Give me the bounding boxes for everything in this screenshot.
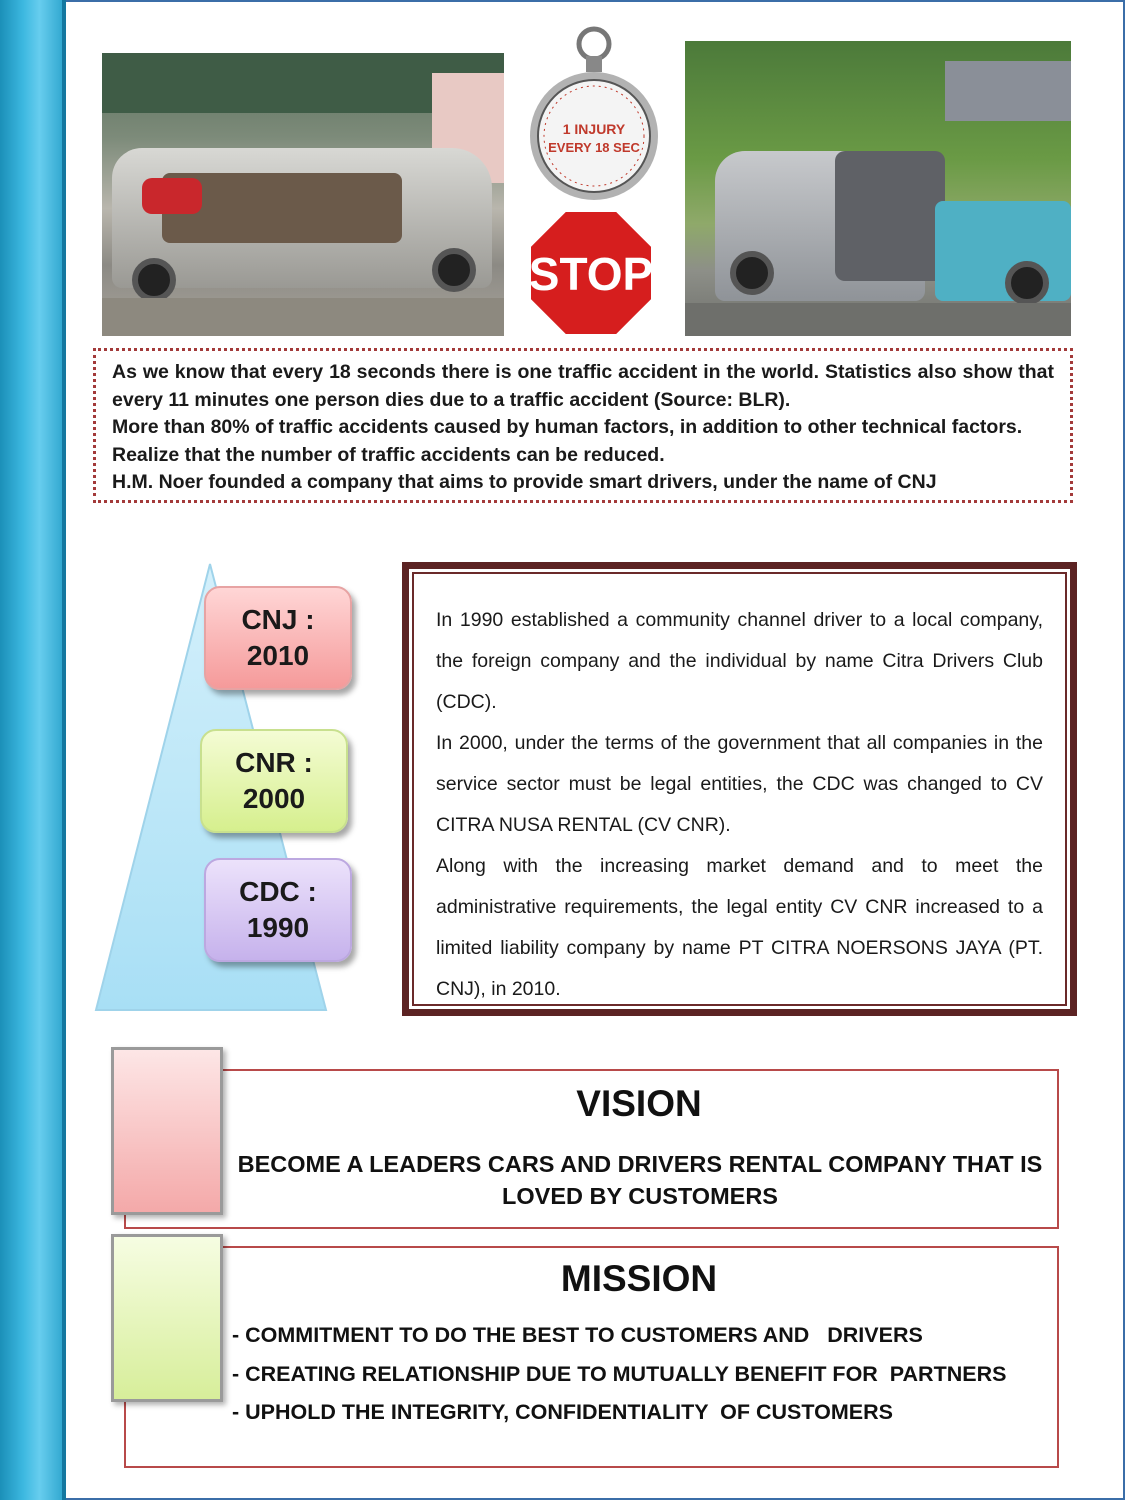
mission-tab [111, 1234, 223, 1402]
stopwatch-text-line1: 1 INJURY [562, 121, 626, 137]
intro-line-3: Realize that the number of traffic accidents can be reduced. [112, 443, 665, 466]
stage-name: CNR : [235, 747, 313, 778]
left-spine [0, 0, 66, 1500]
stage-name: CNJ : [241, 604, 315, 635]
mission-item: - UPHOLD THE INTEGRITY, CONFIDENTIALITY OF CUSTOMERS [232, 1400, 893, 1424]
stage-year: 2010 [246, 640, 310, 671]
stopwatch-text-line2: EVERY 18 SEC [548, 140, 640, 155]
mission-list [232, 1316, 1052, 1432]
accident-photo-right [685, 41, 1071, 336]
history-paragraph-2000: In 2000, under the terms of the government that all companies in the service sector must be legal entities, the CDC was changed to CV CITRA NUSA RENTAL (CV CNR). [436, 732, 1043, 836]
intro-line-4: H.M. Noer founded a company that aims to provide smart drivers, under the name of CNJ [112, 471, 937, 493]
timeline-stage-cdc [204, 858, 352, 962]
timeline-stage-cnj [204, 586, 352, 690]
history-paragraph-2010: Along with the increasing market demand and to meet the administrative requirements, the legal entity CV CNR increased to a limited liability company by name PT CITRA NOERSONS JAYA (PT. CNJ), in 2010. [436, 855, 1043, 1000]
stop-sign-icon [527, 208, 655, 338]
stage-name: CDC : [239, 876, 317, 907]
mission-item: - CREATING RELATIONSHIP DUE TO MUTUALLY BENEFIT FOR PARTNERS [232, 1361, 1007, 1386]
vision-title: VISION [576, 1083, 702, 1124]
intro-line-1: As we know that every 18 seconds there is one traffic accident in the world. Statistics also show that every 11 minutes one person dies due to a traffic accident (Source: BLR). [112, 361, 1054, 411]
accident-photo-left [102, 53, 504, 336]
mission-title: MISSION [560, 1258, 718, 1299]
history-paragraph-1990: In 1990 established a community channel driver to a local company, the foreign company and the individual by name Citra Drivers Club (CDC). [436, 609, 1043, 713]
stop-sign-text: STOP [528, 248, 654, 300]
stage-year: 1990 [246, 912, 310, 943]
mission-item: - COMMITMENT TO DO THE BEST TO CUSTOMERS AND DRIVERS [232, 1323, 923, 1347]
intro-statistics-box [93, 348, 1073, 503]
company-history-inner [412, 572, 1067, 1006]
timeline-stage-cnr [200, 729, 348, 833]
vision-statement: BECOME A LEADERS CARS AND DRIVERS RENTAL COMPANY THAT IS LOVED BY CUSTOMERS [237, 1151, 1043, 1209]
company-history-box [402, 562, 1077, 1016]
stopwatch-icon [528, 22, 660, 204]
stage-year: 2000 [242, 783, 306, 814]
intro-line-2: More than 80% of traffic accidents caused by human factors, in addition to other technical factors. [112, 416, 1023, 438]
vision-tab [111, 1047, 223, 1215]
